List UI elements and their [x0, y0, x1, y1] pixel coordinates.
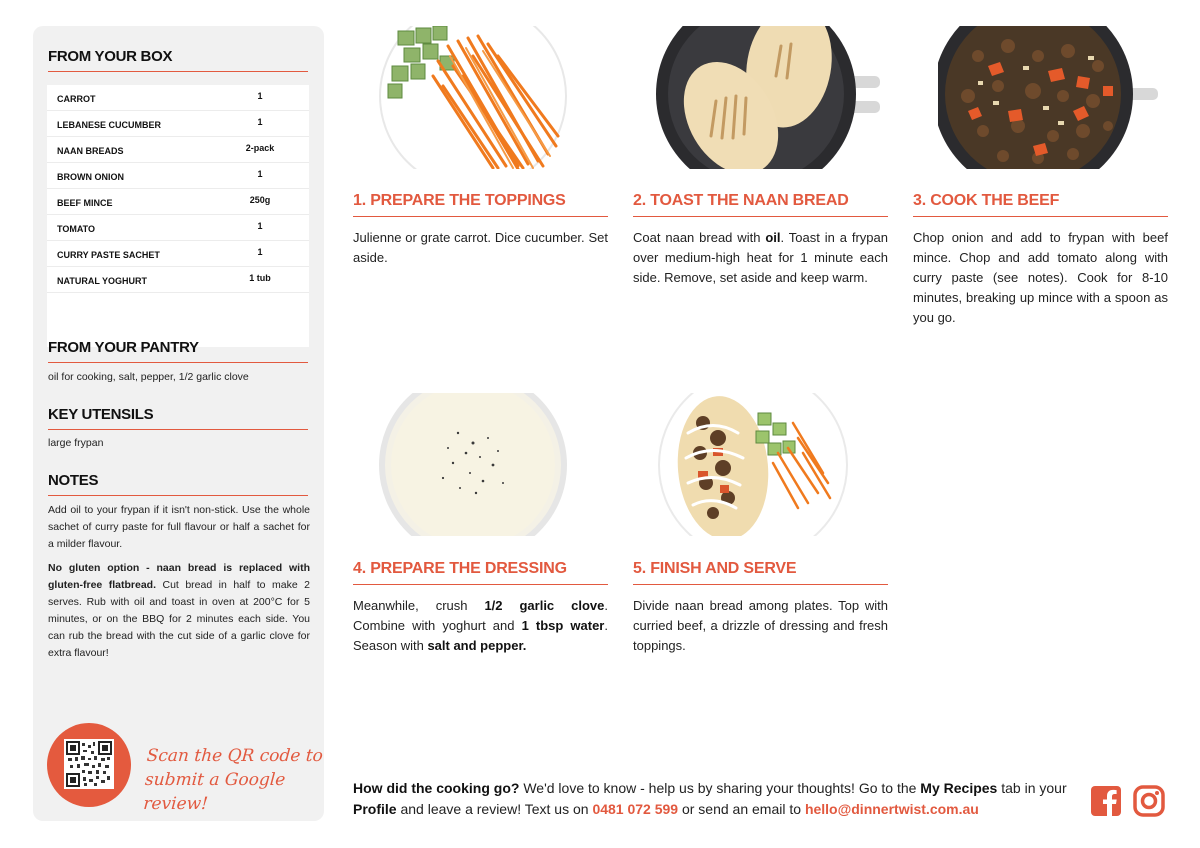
table-row	[47, 111, 309, 137]
ingredient-qty: 1	[257, 169, 263, 179]
qr-badge[interactable]	[47, 723, 131, 807]
ingredient-qty: 1	[257, 117, 263, 127]
step-text-run: Coat naan bread with	[633, 230, 766, 245]
note-2-text: Cut bread in half to make 2 serves. Rub with oil and toast in oven at 200°C for 5 minutes, or on the BBQ for 2 minutes each side. You can rub the bread with the cut side of a garlic clove for extra flavour!	[48, 579, 310, 659]
ingredient-name: LEBANESE CUCUMBER	[57, 120, 162, 130]
my-recipes-label: My Recipes	[920, 780, 998, 796]
step-4-image	[378, 393, 568, 536]
utensils-text: large frypan	[48, 437, 104, 449]
step-text-run: . Toast in a frypan over medium-high heat for 1 minute each side. Remove, set aside and keep warm.	[633, 230, 888, 285]
qr-caption-line-1: Scan the QR code to	[145, 746, 324, 766]
ingredient-qty: 1 tub	[249, 273, 271, 283]
note-2	[48, 560, 310, 662]
step-5-title: 5. FINISH AND SERVE	[633, 560, 888, 585]
step-2-image	[656, 26, 881, 169]
ingredient-name: BROWN ONION	[57, 172, 124, 182]
ingredient-name: NAAN BREADS	[57, 146, 124, 156]
ingredient-name: CURRY PASTE SACHET	[57, 250, 160, 260]
step-text-run: . Combine with yoghurt and	[353, 598, 608, 633]
step-3-text	[913, 228, 1168, 328]
step-text-run: Divide naan bread among plates. Top with curried beef, a drizzle of dressing and fresh toppings.	[633, 598, 888, 653]
ingredient-qty: 1	[257, 91, 263, 101]
key-utensils-title: KEY UTENSILS	[48, 406, 308, 430]
ingredient-qty: 1	[257, 247, 263, 257]
step-text-bold: oil	[765, 230, 781, 245]
ingredient-name: TOMATO	[57, 224, 95, 234]
table-row	[47, 267, 309, 293]
instagram-icon[interactable]	[1133, 785, 1165, 817]
table-row	[47, 85, 309, 111]
ingredient-name: CARROT	[57, 94, 96, 104]
step-text-bold: 1/2 garlic clove	[484, 598, 605, 613]
review-prompt	[353, 778, 1073, 820]
table-row	[47, 189, 309, 215]
phone-link[interactable]: 0481 072 599	[592, 801, 679, 817]
footer-text-2: tab in your	[997, 780, 1067, 796]
note-1: Add oil to your frypan if it isn't non-stick. Use the whole sachet of curry paste for full flavour or half a sachet for a milder flavour.	[48, 504, 310, 550]
qr-code-icon[interactable]	[64, 739, 114, 789]
qr-caption	[142, 744, 326, 816]
step-2-text	[633, 228, 888, 288]
qr-caption-line-2: submit a Google review!	[142, 770, 287, 814]
footer-question: How did the cooking go?	[353, 780, 520, 796]
ingredient-name: BEEF MINCE	[57, 198, 113, 208]
ingredient-name: NATURAL YOGHURT	[57, 276, 147, 286]
step-text-run: Chop onion and add to frypan with beef mince. Chop and add tomato along with curry paste (see notes). Cook for 8-10 minutes, breaking up mince with a spoon as you go.	[913, 230, 1168, 325]
ingredient-qty: 250g	[249, 195, 271, 205]
step-1-image	[378, 26, 568, 169]
step-3-title: 3. COOK THE BEEF	[913, 192, 1168, 217]
step-text-bold: salt and pepper.	[427, 638, 527, 653]
pantry-text: oil for cooking, salt, pepper, 1/2 garlic clove	[48, 371, 249, 383]
step-5-text	[633, 596, 888, 656]
step-2-title: 2. TOAST THE NAAN BREAD	[633, 192, 888, 217]
sidebar	[33, 26, 324, 821]
step-5-image	[658, 393, 848, 536]
step-1-title: 1. PREPARE THE TOPPINGS	[353, 192, 608, 217]
step-3-image	[938, 26, 1160, 169]
footer-text-1: We'd love to know - help us by sharing your thoughts! Go to the	[519, 780, 921, 796]
from-your-pantry-title: FROM YOUR PANTRY	[48, 339, 308, 363]
note-2-bold: No gluten option - naan bread is replaced with gluten-free flatbread.	[48, 562, 310, 591]
step-text-bold: 1 tbsp water	[521, 618, 605, 633]
ingredients-table	[47, 85, 309, 347]
from-your-box-title: FROM YOUR BOX	[48, 48, 308, 72]
step-4-title: 4. PREPARE THE DRESSING	[353, 560, 608, 585]
profile-label: Profile	[353, 801, 397, 817]
ingredient-qty: 2-pack	[245, 143, 275, 153]
table-row	[47, 137, 309, 163]
step-text-run: Meanwhile, crush	[353, 598, 485, 613]
facebook-icon[interactable]	[1090, 785, 1122, 817]
table-row	[47, 241, 309, 267]
table-row	[47, 163, 309, 189]
footer-text-3: and leave a review! Text us on	[396, 801, 593, 817]
step-text-run: Julienne or grate carrot. Dice cucumber. Set aside.	[353, 230, 608, 265]
table-row	[47, 215, 309, 241]
ingredient-qty: 1	[257, 221, 263, 231]
step-text-run: . Season with	[353, 618, 608, 653]
notes-title: NOTES	[48, 472, 308, 496]
footer-text-4: or send an email to	[678, 801, 805, 817]
step-1-text	[353, 228, 608, 268]
email-link[interactable]: hello@dinnertwist.com.au	[804, 801, 979, 817]
step-4-text	[353, 596, 608, 656]
